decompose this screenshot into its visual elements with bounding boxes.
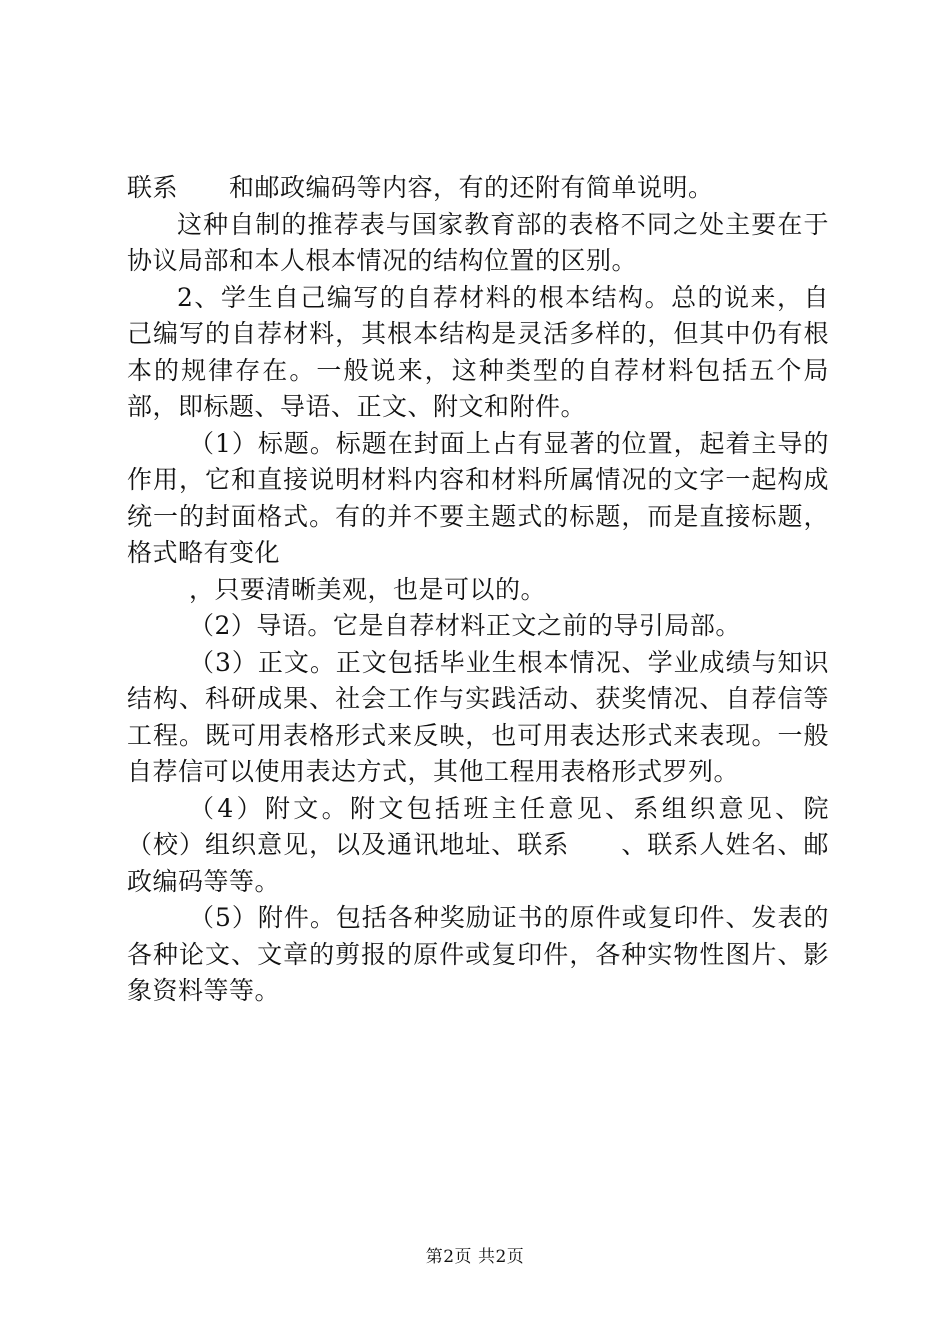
document-body: [127, 170, 829, 1010]
paragraph: （1）标题。标题在封面上占有显著的位置，起着主导的作用，它和直接说明材料内容和材料所属情况的文字一起构成统一的封面格式。有的并不要主题式的标题，而是直接标题，格式略有变化: [127, 428, 829, 567]
paragraph: （2）导语。它是自荐材料正文之前的导引局部。: [189, 611, 741, 640]
paragraph: 这种自制的推荐表与国家教育部的表格不同之处主要在于协议局部和本人根本情况的结构位置的区别。: [127, 209, 829, 275]
paragraph: 联系 和邮政编码等内容，有的还附有简单说明。: [127, 173, 714, 202]
page-footer: [0, 1242, 950, 1267]
page-number: 第2页 共2页: [425, 1247, 525, 1267]
paragraph: 2、学生自己编写的自荐材料的根本结构。总的说来，自己编写的自荐材料，其根本结构是灵活多样的，但其中仍有根本的规律存在。一般说来，这种类型的自荐材料包括五个局部，即标题、导语、正文、附文和附件。: [127, 282, 829, 421]
paragraph: （3）正文。正文包括毕业生根本情况、学业成绩与知识结构、科研成果、社会工作与实践活动、获奖情况、自荐信等工程。既可用表格形式来反映，也可用表达形式来表现。一般自荐信可以使用表达方式，其他工程用表格形式罗列。: [127, 647, 829, 786]
paragraph: ，只要清晰美观，也是可以的。: [189, 574, 547, 604]
paragraph: （4）附文。附文包括班主任意见、系组织意见、院（校）组织意见，以及通讯地址、联系 、联系人姓名、邮政编码等等。: [127, 793, 829, 896]
paragraph: （5）附件。包括各种奖励证书的原件或复印件、发表的各种论文、文章的剪报的原件或复印件，各种实物性图片、影象资料等等。: [127, 903, 829, 1005]
